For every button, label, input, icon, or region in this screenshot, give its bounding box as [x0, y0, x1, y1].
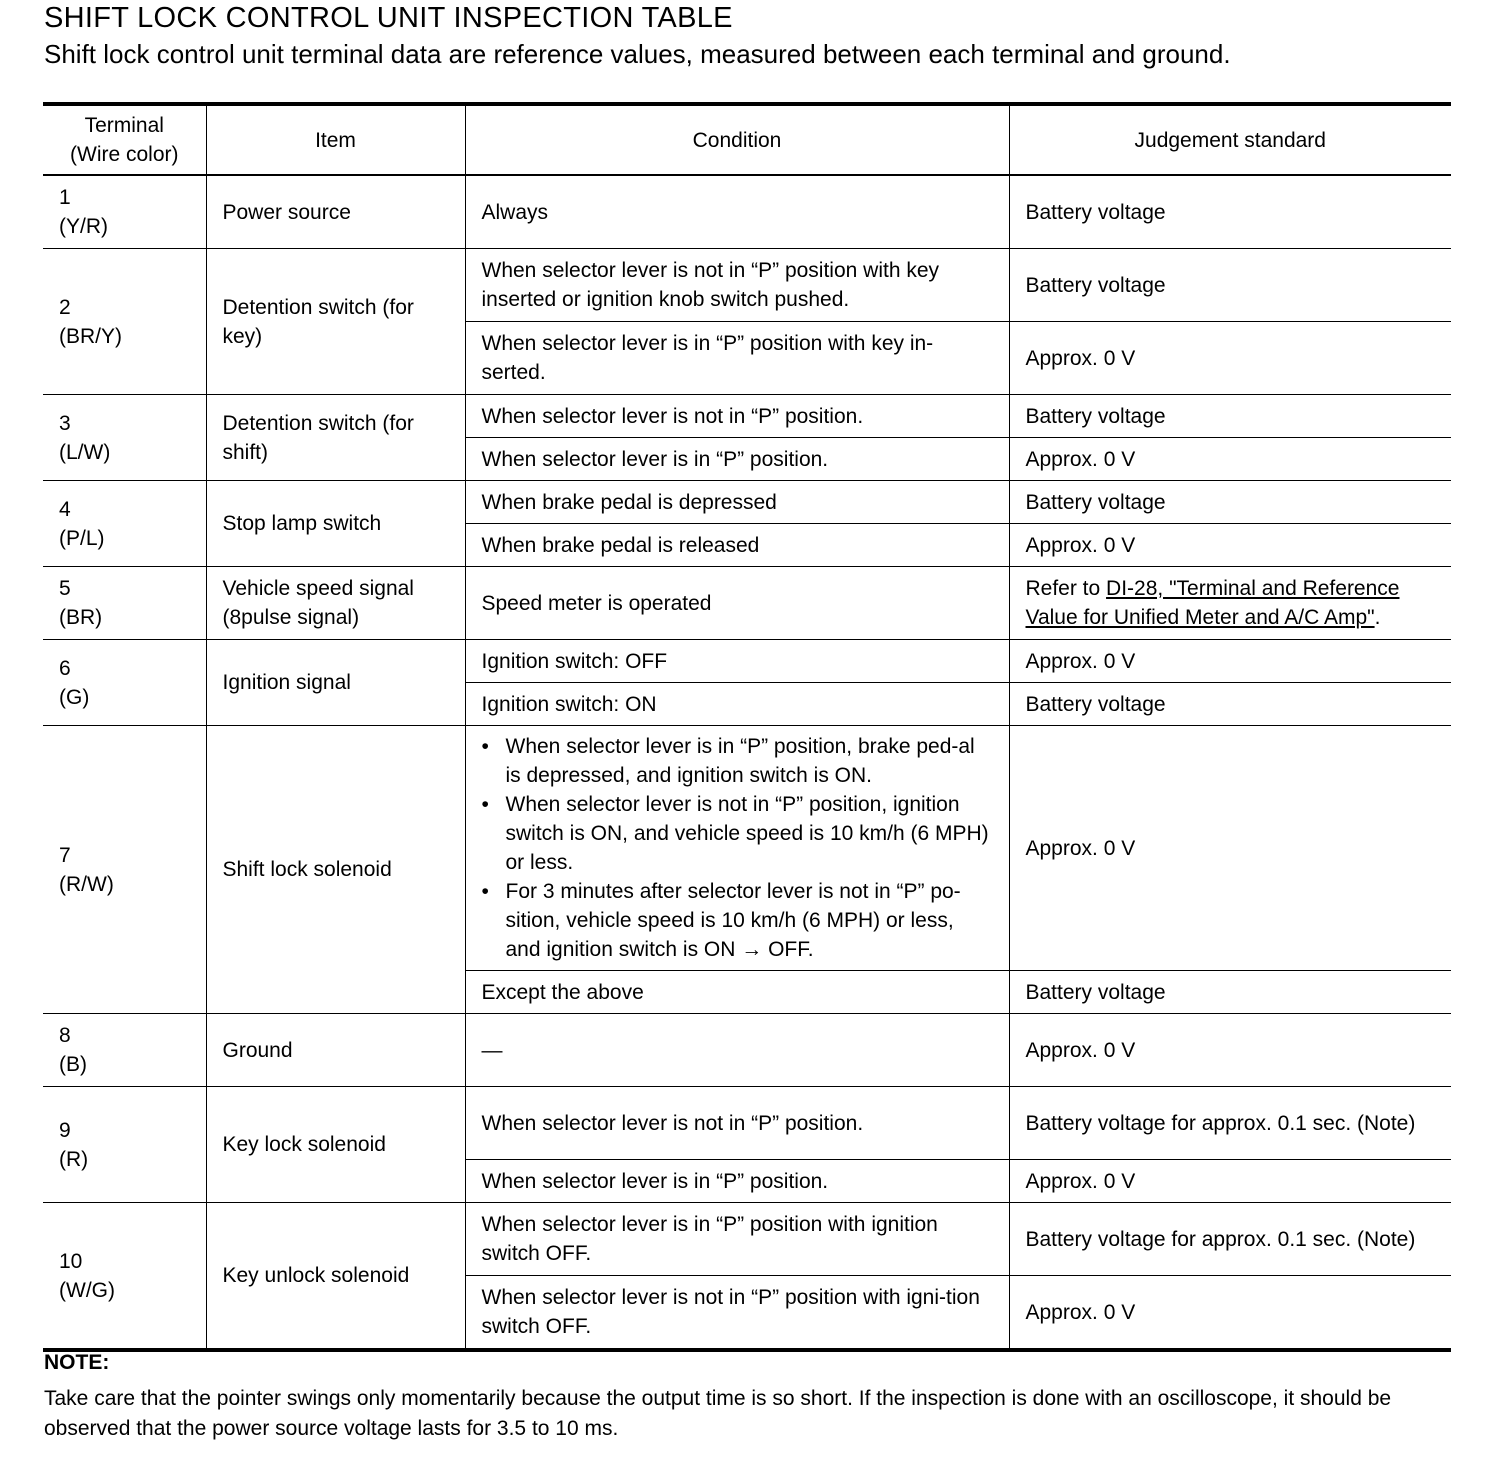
judgement-cell: Approx. 0 V	[1009, 1014, 1451, 1087]
terminal-number: 10	[59, 1249, 83, 1273]
wire-color: (Y/R)	[59, 215, 108, 238]
item-cell: Key lock solenoid	[206, 1087, 465, 1203]
condition-cell: When selector lever is not in “P” position.	[465, 1087, 1009, 1160]
table-row	[43, 1087, 1451, 1160]
condition-cell: When selector lever is in “P” position with key in-serted.	[465, 322, 1009, 395]
wire-color: (W/G)	[59, 1278, 115, 1302]
terminal-number: 5	[59, 577, 71, 600]
condition-bullet: • When selector lever is in “P” position, brake ped-al is depressed, and ignition switch is ON.	[482, 732, 995, 790]
terminal-cell	[43, 1014, 206, 1087]
condition-cell: When selector lever is not in “P” position with key inserted or ignition knob switch pushed.	[465, 249, 1009, 322]
condition-cell: Ignition switch: ON	[465, 683, 1009, 726]
judgement-cell: Approx. 0 V	[1009, 524, 1451, 567]
condition-cell: When selector lever is in “P” position.	[465, 438, 1009, 481]
page-title: SHIFT LOCK CONTROL UNIT INSPECTION TABLE	[44, 2, 733, 34]
condition-cell: Speed meter is operated	[465, 567, 1009, 640]
terminal-number: 2	[59, 295, 71, 319]
wire-color: (G)	[59, 685, 90, 709]
judgement-cell: Battery voltage for approx. 0.1 sec. (Note)	[1009, 1087, 1451, 1160]
condition-bullet-list	[482, 732, 995, 964]
table-row	[43, 175, 1451, 249]
judgement-cell: Battery voltage	[1009, 175, 1451, 249]
note-text: Take care that the pointer swings only momentarily because the output time is so short. If the inspection is done with an oscilloscope, it should be observed that the power source voltage lasts for 3.5 to 10 ms.	[44, 1387, 1392, 1440]
item-cell: Stop lamp switch	[206, 481, 465, 567]
wire-color: (R)	[59, 1147, 89, 1171]
table-row	[43, 640, 1451, 683]
judgement-cell: Battery voltage	[1009, 395, 1451, 438]
terminal-number: 8	[59, 1024, 71, 1047]
wire-color: (P/L)	[59, 526, 105, 550]
condition-bullet: • When selector lever is not in “P” position, ignition switch is ON, and vehicle speed is 10 km/h (6 MPH) or less.	[482, 790, 995, 877]
terminal-cell	[43, 395, 206, 481]
table-row	[43, 249, 1451, 322]
terminal-number: 7	[59, 843, 71, 867]
judgement-cell: Approx. 0 V	[1009, 1160, 1451, 1203]
terminal-number: 4	[59, 497, 71, 521]
wire-color: (BR/Y)	[59, 324, 122, 348]
judgement-cell: Approx. 0 V	[1009, 1276, 1451, 1351]
terminal-cell	[43, 481, 206, 567]
inspection-table	[43, 102, 1451, 1352]
header-terminal-line1: Terminal	[84, 114, 164, 137]
table-row	[43, 567, 1451, 640]
condition-cell: Ignition switch: OFF	[465, 640, 1009, 683]
refer-prefix: Refer to	[1025, 577, 1107, 600]
condition-cell: When selector lever is not in “P” position.	[465, 395, 1009, 438]
terminal-cell	[43, 1203, 206, 1351]
judgement-cell: Battery voltage	[1009, 683, 1451, 726]
terminal-number: 1	[59, 186, 71, 209]
page-subtitle: Shift lock control unit terminal data are reference values, measured between each terminal and ground.	[44, 39, 1231, 69]
terminal-cell	[43, 567, 206, 640]
judgement-cell: Approx. 0 V	[1009, 322, 1451, 395]
item-cell: Key unlock solenoid	[206, 1203, 465, 1351]
table-header-row	[43, 104, 1451, 175]
condition-cell: When selector lever is not in “P” position with igni-tion switch OFF.	[465, 1276, 1009, 1351]
header-terminal-line2: (Wire color)	[70, 143, 179, 166]
terminal-cell	[43, 249, 206, 395]
table-row	[43, 395, 1451, 438]
judgement-cell	[1009, 567, 1451, 640]
condition-cell: When brake pedal is released	[465, 524, 1009, 567]
wire-color: (R/W)	[59, 872, 114, 896]
condition-cell: —	[465, 1014, 1009, 1087]
condition-bullet: • For 3 minutes after selector lever is not in “P” po-sition, vehicle speed is 10 km/h (6 MPH) or less, and ignition switch is ON → OFF.	[482, 877, 995, 964]
terminal-number: 9	[59, 1118, 71, 1142]
terminal-number: 3	[59, 411, 71, 435]
condition-cell: When selector lever is in “P” position.	[465, 1160, 1009, 1203]
judgement-cell: Battery voltage for approx. 0.1 sec. (Note)	[1009, 1203, 1451, 1276]
item-cell: Ground	[206, 1014, 465, 1087]
wire-color: (BR)	[59, 606, 103, 629]
header-item: Item	[206, 104, 465, 175]
condition-cell: Except the above	[465, 971, 1009, 1014]
terminal-cell	[43, 1087, 206, 1203]
header-judgement: Judgement standard	[1009, 104, 1451, 175]
judgement-cell: Approx. 0 V	[1009, 438, 1451, 481]
terminal-cell	[43, 726, 206, 1014]
reference-link[interactable]: DI-28, "Terminal and Reference Value for Unified Meter and A/C Amp"	[1025, 577, 1400, 629]
note-heading: NOTE:	[44, 1351, 110, 1374]
item-cell: Shift lock solenoid	[206, 726, 465, 1014]
table-row	[43, 726, 1451, 971]
terminal-cell	[43, 640, 206, 726]
terminal-number: 6	[59, 656, 71, 680]
refer-suffix: .	[1374, 606, 1381, 629]
judgement-cell: Battery voltage	[1009, 481, 1451, 524]
judgement-cell: Battery voltage	[1009, 249, 1451, 322]
condition-cell: When selector lever is in “P” position with ignition switch OFF.	[465, 1203, 1009, 1276]
wire-color: (B)	[59, 1053, 87, 1076]
condition-cell: Always	[465, 175, 1009, 249]
judgement-cell: Approx. 0 V	[1009, 726, 1451, 971]
item-cell: Ignition signal	[206, 640, 465, 726]
judgement-cell: Approx. 0 V	[1009, 640, 1451, 683]
header-condition: Condition	[465, 104, 1009, 175]
item-cell: Vehicle speed signal (8pulse signal)	[206, 567, 465, 640]
table-row	[43, 1203, 1451, 1276]
table-row	[43, 481, 1451, 524]
header-terminal	[43, 104, 206, 175]
condition-cell	[465, 726, 1009, 971]
item-cell: Power source	[206, 175, 465, 249]
judgement-cell: Battery voltage	[1009, 971, 1451, 1014]
table-row	[43, 1014, 1451, 1087]
wire-color: (L/W)	[59, 440, 111, 464]
item-cell: Detention switch (for shift)	[206, 395, 465, 481]
item-cell: Detention switch (for key)	[206, 249, 465, 395]
terminal-cell	[43, 175, 206, 249]
condition-cell: When brake pedal is depressed	[465, 481, 1009, 524]
